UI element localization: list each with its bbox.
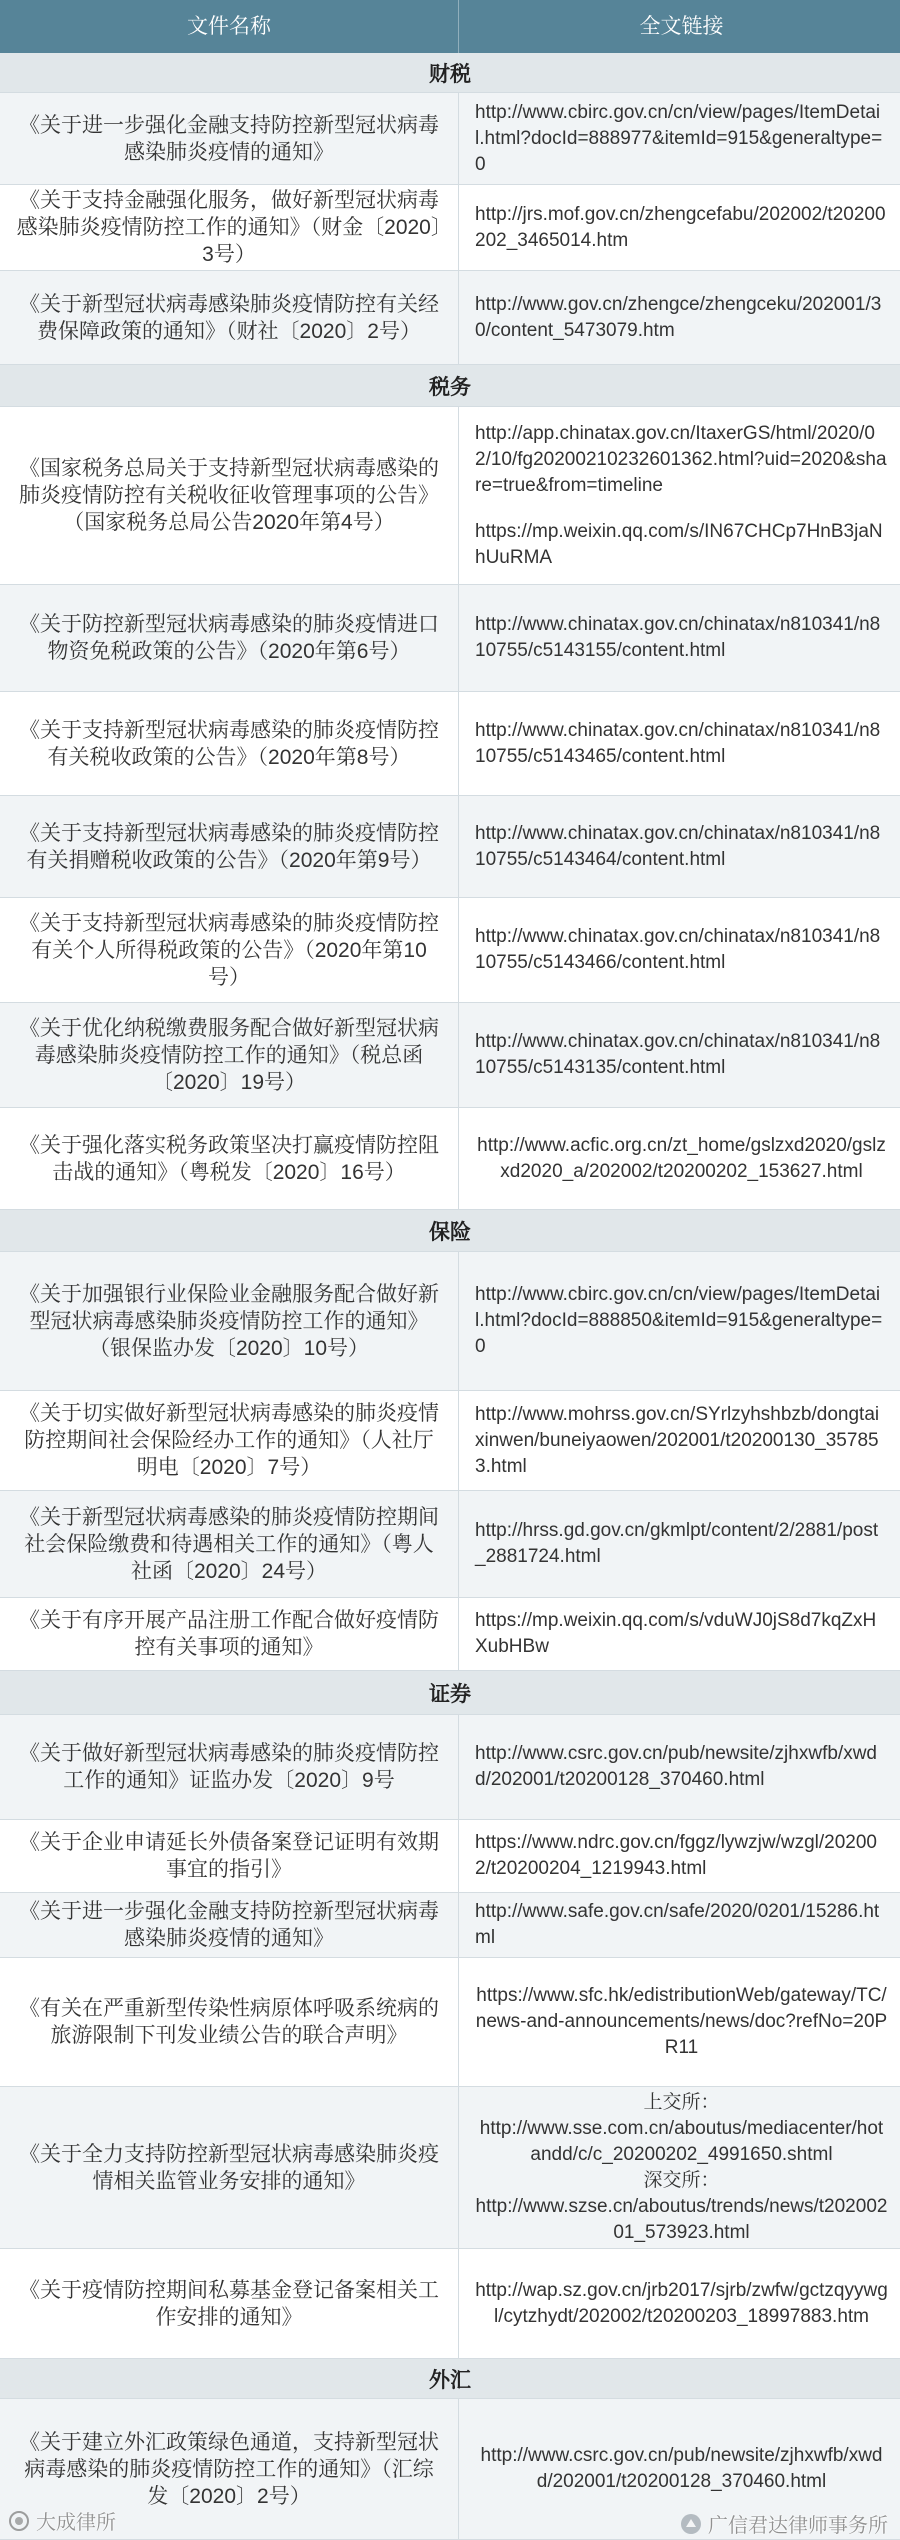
file-name-text: 《关于进一步强化金融支持防控新型冠状病毒感染肺炎疫情的通知》: [19, 1900, 439, 1950]
link-cell: [458, 271, 900, 364]
file-name-text: 《关于疫情防控期间私募基金登记备案相关工作安排的通知》: [19, 2278, 439, 2329]
table-body: [0, 53, 900, 2540]
link-url: http://www.safe.gov.cn/safe/2020/0201/15286.html: [475, 1901, 880, 1948]
file-name-cell: [0, 1003, 458, 1107]
file-name-text: 《关于优化纳税缴费服务配合做好新型冠状病毒感染肺炎疫情防控工作的通知》（税总函〔2020〕19号）: [19, 1016, 439, 1094]
file-name-cell: [0, 585, 458, 691]
file-name-cell: [0, 93, 458, 184]
link-url: http://www.acfic.org.cn/zt_home/gslzxd2020/gslzxd2020_a/202002/t20200202_153627.html: [477, 1134, 886, 1182]
table-row: [0, 898, 900, 1003]
link-url: https://www.sfc.hk/edistributionWeb/gateway/TC/news-and-announcements/news/doc?refNo=20PR11: [475, 1985, 888, 2058]
section-title: 税务: [429, 375, 471, 399]
table-row: [0, 2249, 900, 2359]
link-cell: [458, 1491, 900, 1597]
file-name-text: 《关于企业申请延长外债备案登记证明有效期事宜的指引》: [19, 1831, 439, 1881]
file-name-text: 《关于支持新型冠状病毒感染的肺炎疫情防控有关个人所得税政策的公告》（2020年第10号）: [19, 911, 439, 989]
file-name-text: 《关于切实做好新型冠状病毒感染的肺炎疫情防控期间社会保险经办工作的通知》（人社厅明电〔2020〕7号）: [19, 1402, 439, 1479]
table-row: [0, 1598, 900, 1671]
file-name-cell: [0, 2087, 458, 2248]
link-url: http://www.cbirc.gov.cn/cn/view/pages/ItemDetail.html?docId=888850&itemId=915&generaltype=0: [475, 1284, 883, 1357]
file-name-text: 《有关在严重新型传染性病原体呼吸系统病的旅游限制下刊发业绩公告的联合声明》: [19, 1997, 439, 2047]
table-row: [0, 93, 900, 185]
file-name-text: 《关于进一步强化金融支持防控新型冠状病毒感染肺炎疫情的通知》: [19, 113, 439, 164]
link-url: http://www.chinatax.gov.cn/chinatax/n810341/n810755/c5143135/content.html: [475, 1031, 881, 1078]
link-url: https://mp.weixin.qq.com/s/vduWJ0jS8d7kqZxHXubHBw: [475, 1610, 877, 1657]
file-name-cell: [0, 1108, 458, 1209]
section-title: 财税: [429, 62, 471, 86]
link-cell: [458, 692, 900, 795]
table-header: [0, 0, 900, 53]
link-url: http://www.sse.com.cn/aboutus/mediacenter/hotandd/c/c_20200202_4991650.shtml: [479, 2117, 884, 2165]
file-name-cell: [0, 1598, 458, 1670]
file-name-cell: [0, 2249, 458, 2358]
link-url: http://www.cbirc.gov.cn/cn/view/pages/ItemDetail.html?docId=888977&itemId=915&generaltype=0: [475, 101, 883, 175]
link-cell: [458, 407, 900, 584]
file-name-text: 《关于支持金融强化服务，做好新型冠状病毒感染肺炎疫情防控工作的通知》（财金〔2020〕3号）: [16, 189, 442, 266]
link-gap: [475, 499, 888, 519]
file-name-text: 《关于支持新型冠状病毒感染的肺炎疫情防控有关税收政策的公告》（2020年第8号）: [19, 718, 439, 769]
column-header-full-text-link: 全文链接: [458, 0, 900, 53]
file-name-text: 《国家税务总局关于支持新型冠状病毒感染的肺炎疫情防控有关税收征收管理事项的公告》（国家税务总局公告2020年第4号）: [19, 457, 439, 534]
table-row: [0, 1491, 900, 1598]
link-cell: [458, 2399, 900, 2539]
table-row: [0, 1715, 900, 1820]
section-title: 外汇: [429, 2368, 471, 2392]
link-url: http://www.csrc.gov.cn/pub/newsite/zjhxwfb/xwdd/202001/t20200128_370460.html: [480, 2445, 883, 2492]
table-row: [0, 1958, 900, 2087]
file-name-cell: [0, 898, 458, 1002]
link-url: https://www.ndrc.gov.cn/fggz/lywzjw/wzgl/202002/t20200204_1219943.html: [475, 1832, 877, 1879]
link-cell: [458, 898, 900, 1002]
file-name-cell: [0, 1252, 458, 1390]
section-title: 证券: [429, 1682, 471, 1706]
link-url: http://www.mohrss.gov.cn/SYrlzyhshbzb/dongtaixinwen/buneiyaowen/202001/t20200130_357853.html: [475, 1403, 880, 1477]
section-title: 保险: [429, 1220, 471, 1244]
link-cell: [458, 2087, 900, 2248]
table-row: [0, 271, 900, 365]
link-cell: [458, 185, 900, 270]
link-url: http://app.chinatax.gov.cn/ItaxerGS/html/2020/02/10/fg20200210232601362.html?uid=2020&share=true&from=timeline: [475, 422, 887, 496]
file-name-cell: [0, 2399, 458, 2539]
file-name-text: 《关于建立外汇政策绿色通道，支持新型冠状病毒感染的肺炎疫情防控工作的通知》（汇综发〔2020〕2号）: [19, 2430, 439, 2508]
watermark-right-text: 广信君达律师事务所: [708, 2515, 888, 2537]
watermark-left-text: 大成律所: [36, 2512, 116, 2534]
link-label: 上交所：: [643, 2091, 720, 2113]
link-cell: [458, 2249, 900, 2358]
file-name-cell: [0, 1893, 458, 1957]
file-name-cell: [0, 692, 458, 795]
link-url: http://www.chinatax.gov.cn/chinatax/n810341/n810755/c5143466/content.html: [475, 926, 881, 973]
file-name-cell: [0, 185, 458, 270]
link-cell: [458, 93, 900, 184]
file-name-text: 《关于新型冠状病毒感染肺炎疫情防控有关经费保障政策的通知》（财社〔2020〕2号）: [19, 292, 439, 343]
table-row: [0, 185, 900, 271]
link-url: http://www.chinatax.gov.cn/chinatax/n810341/n810755/c5143155/content.html: [475, 614, 881, 661]
file-name-cell: [0, 1820, 458, 1892]
file-name-text: 《关于支持新型冠状病毒感染的肺炎疫情防控有关捐赠税收政策的公告》（2020年第9号）: [19, 821, 439, 872]
column-header-file-name: 文件名称: [187, 15, 271, 38]
table-row: [0, 1820, 900, 1893]
table-row: [0, 1108, 900, 1210]
table-row: [0, 1893, 900, 1958]
table-row: [0, 796, 900, 898]
section-header: [0, 1671, 900, 1715]
link-cell: [458, 1391, 900, 1490]
link-cell: [458, 1820, 900, 1892]
file-name-text: 《关于防控新型冠状病毒感染的肺炎疫情进口物资免税政策的公告》（2020年第6号）: [19, 613, 439, 663]
section-header: [0, 53, 900, 93]
file-name-text: 《关于有序开展产品注册工作配合做好疫情防控有关事项的通知》: [19, 1609, 439, 1659]
link-url: http://www.szse.cn/aboutus/trends/news/t20200201_573923.html: [475, 2195, 888, 2243]
file-name-text: 《关于强化落实税务政策坚决打赢疫情防控阻击战的通知》（粤税发〔2020〕16号）: [19, 1133, 439, 1184]
table-row: [0, 2399, 900, 2540]
table-row: [0, 585, 900, 692]
link-url: http://hrss.gd.gov.cn/gkmlpt/content/2/2881/post_2881724.html: [475, 1520, 879, 1567]
file-name-text: 《关于做好新型冠状病毒感染的肺炎疫情防控工作的通知》证监办发〔2020〕9号: [19, 1742, 439, 1792]
link-url: http://wap.sz.gov.cn/jrb2017/sjrb/zwfw/gctzqyywgl/cytzhydt/202002/t20200203_18997883.htm: [475, 2279, 888, 2327]
link-cell: [458, 1003, 900, 1107]
file-name-cell: [0, 1391, 458, 1490]
section-header: [0, 365, 900, 407]
file-name-text: 《关于全力支持防控新型冠状病毒感染肺炎疫情相关监管业务安排的通知》: [19, 2142, 439, 2193]
link-cell: [458, 796, 900, 897]
link-cell: [458, 1252, 900, 1390]
link-url: http://www.chinatax.gov.cn/chinatax/n810341/n810755/c5143465/content.html: [475, 719, 881, 767]
link-url: https://mp.weixin.qq.com/s/IN67CHCp7HnB3jaNhUuRMA: [475, 520, 883, 568]
link-cell: [458, 1108, 900, 1209]
file-name-cell: [0, 1491, 458, 1597]
table-row: [0, 2087, 900, 2249]
table-row: [0, 1391, 900, 1491]
table-row: [0, 407, 900, 585]
link-cell: [458, 1715, 900, 1819]
link-cell: [458, 1598, 900, 1670]
link-url: http://www.csrc.gov.cn/pub/newsite/zjhxwfb/xwdd/202001/t20200128_370460.html: [475, 1743, 877, 1790]
link-url: http://jrs.mof.gov.cn/zhengcefabu/202002/t20200202_3465014.htm: [475, 203, 886, 251]
section-header: [0, 2359, 900, 2399]
file-name-cell: [0, 796, 458, 897]
link-cell: [458, 1893, 900, 1957]
link-cell: [458, 1958, 900, 2086]
table-row: [0, 692, 900, 796]
file-name-cell: [0, 1715, 458, 1819]
file-name-text: 《关于新型冠状病毒感染的肺炎疫情防控期间社会保险缴费和待遇相关工作的通知》（粤人社函〔2020〕24号）: [19, 1505, 439, 1583]
link-label: 深交所：: [643, 2169, 720, 2191]
table-row: [0, 1003, 900, 1108]
file-name-cell: [0, 271, 458, 364]
section-header: [0, 1210, 900, 1252]
link-url: http://www.chinatax.gov.cn/chinatax/n810341/n810755/c5143464/content.html: [475, 822, 881, 870]
file-name-cell: [0, 1958, 458, 2086]
link-cell: [458, 585, 900, 691]
table-row: [0, 1252, 900, 1391]
link-url: http://www.gov.cn/zhengce/zhengceku/202001/30/content_5473079.htm: [475, 293, 882, 341]
file-name-text: 《关于加强银行业保险业金融服务配合做好新型冠状病毒感染肺炎疫情防控工作的通知》（银保监办发〔2020〕10号）: [19, 1282, 439, 1360]
file-name-cell: [0, 407, 458, 584]
